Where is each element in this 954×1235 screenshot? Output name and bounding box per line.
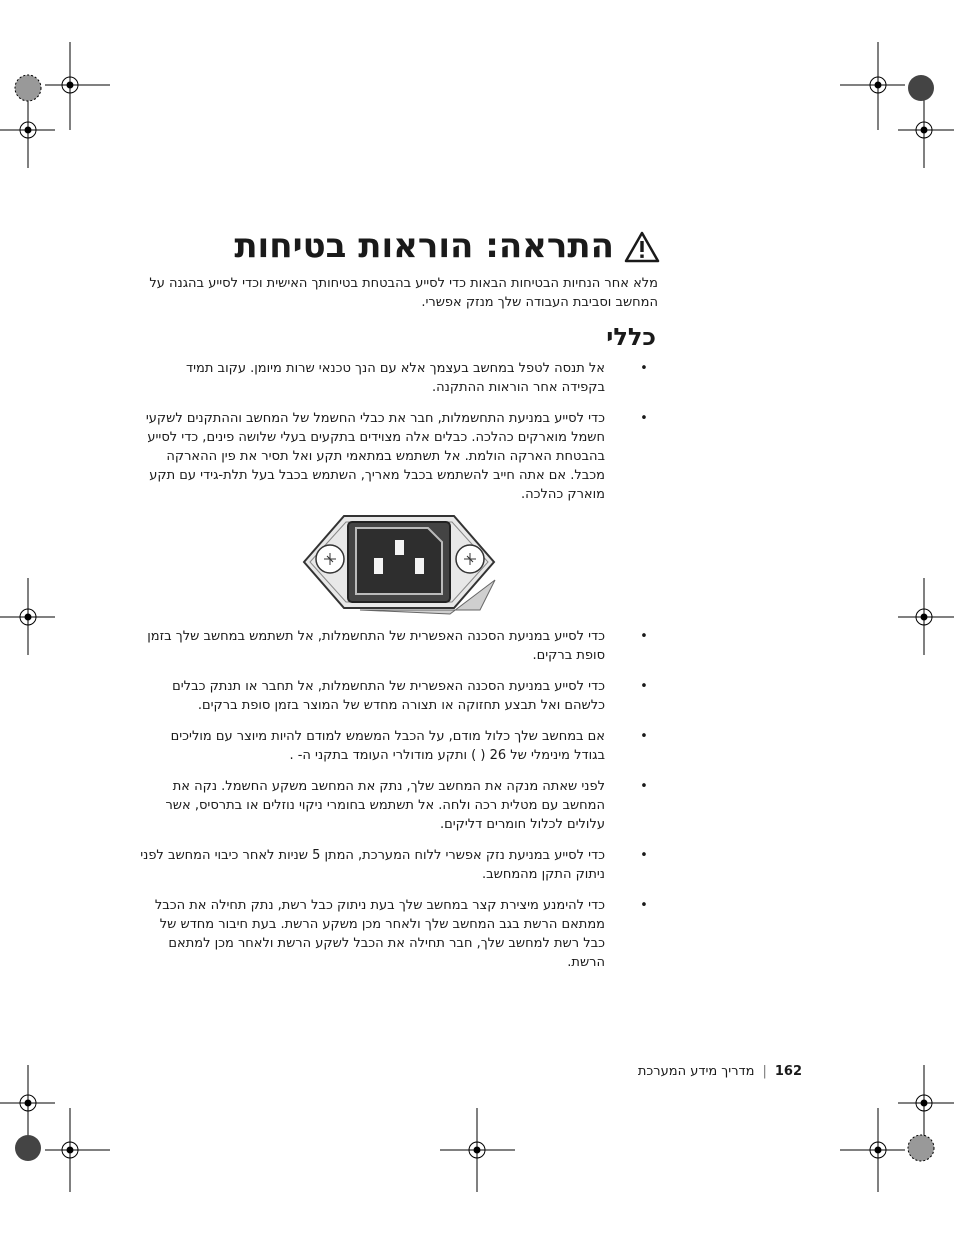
power-connector-illustration [300,510,500,618]
bullet-item: כדי לסייע במניעת הסכנה האפשרית של התחשמלות, אל תחבר או תנתק כבלים כלשהם ואל תבצע תחזוקה או תצורה מחדש של המוצר בזמן סופת ברקים. [172,679,605,713]
page-footer [560,1062,802,1081]
page-title [230,222,660,276]
section-heading: כללי [606,323,656,351]
footer-separator: | [762,1064,767,1079]
bullet-marker: • [640,729,648,744]
page-number: 162 [774,1064,802,1079]
bullet-marker: • [640,411,648,426]
bullet-marker: • [640,779,648,794]
bullet-item: כדי לסייע במניעת הסכנה האפשרית של התחשמלות, אל תשתמש במחשב שלך בזמן סופת ברקים. [147,629,605,663]
bullet-marker: • [640,629,648,644]
bullet-item: אם במחשב שלך כלול מודם, על הכבל המשמש למודם להיות מיוצר עם מוליכים בגודל מינימלי של 26 ( ) ותקע מודולרי העומד בתקני ה- . [170,729,605,763]
bullet-marker: • [640,361,648,376]
footer-label: מדריך מידע המערכת [637,1064,755,1079]
bullet-marker: • [640,848,648,863]
bullet-item: לפני שאתה מנקה את המחשב שלך, נתק את המחשב משקע החשמל. נקה את המחשב עם מטלית רכה ולחה. אל תשתמש בחומרי ניקוי נוזלים או בתרסיס, אשר עלולים לכלול חומרים דליקים. [165,779,605,832]
bullet-item: אל תנסה לטפל במחשב בעצמך אלא עם הנך טכנאי שרות מיומן. עקוב תמיד בקפידה אחר הוראות ההתקנה. [186,361,605,395]
bullet-marker: • [640,898,648,913]
intro-paragraph: מלא אחר הנחיות הבטיחות הבאות כדי לסייע בהבטחת בטיחותך האישית וכדי לסייע בהגנה על המחשב וסביבת העבודה שלך מנזק אפשרי. [149,276,658,310]
page-title-text: התראה: הוראות בטיחות [234,226,614,266]
bullet-item: כדי לסייע במניעת התחשמלות, חבר את כבלי החשמל של המחשב וההתקנים לשקעי חשמל מוארקים כהלכה. כבלים אלה מצוידים בתקעים בעלי שלושה פינים, כדי לסייע בהבטחת הארקה הולמת. אל תשתמש במתאמי תקע ואל תסיר את פין ההארקה מכבל. אם אתה חייב להשתמש בכבל מאריך, השתמש בכבל בעל תלת-גידי עם תקע מוארק כהלכה. [145,411,605,502]
warning-triangle-icon [624,228,660,276]
bullet-item: כדי להימנע מיצירת קצר במחשב שלך בעת ניתוק כבל רשת, נתק תחילה את הכבל ממתאם הרשת בגב המחשב שלך ולאחר מכן משקע הרשת. בעת חיבור מחדש של כבל רשת למחשב שלך, חבר תחילה את הכבל לשקע הרשת ולאחר מכן למתאם הרשת. [154,898,605,970]
bullet-marker: • [640,679,648,694]
bullet-item: כדי לסייע במניעת נזק אפשרי ללוח המערכת, המתן 5 שניות לאחר כיבוי המחשב לפני ניתוק התקן מהמחשב. [140,848,605,882]
